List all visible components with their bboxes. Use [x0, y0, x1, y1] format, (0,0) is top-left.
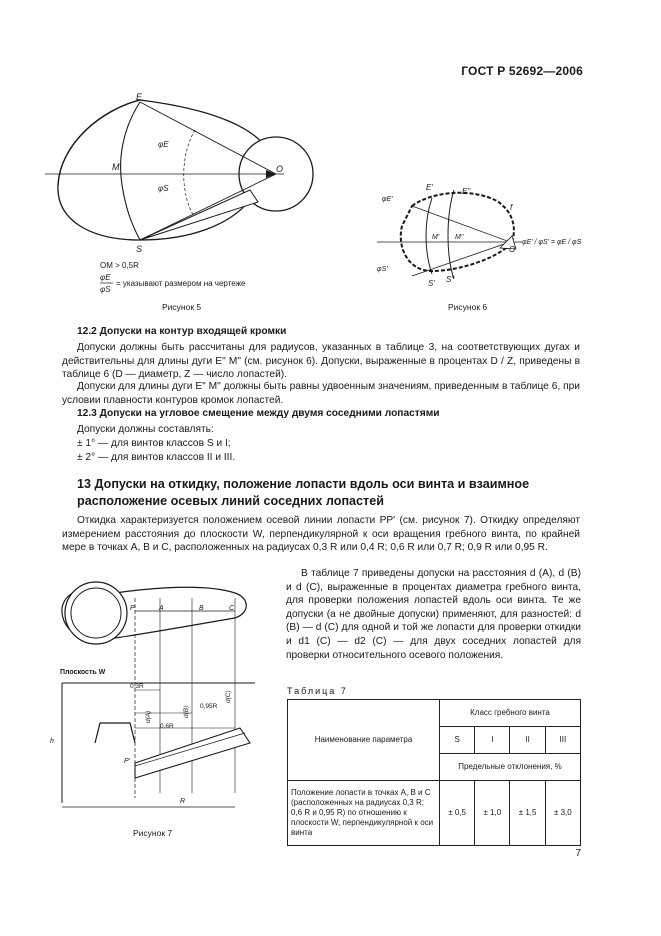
section-12-3-title: 12.3 Допуски на угловое смещение между двумя соседними лопастями — [77, 408, 440, 419]
label-m1: M' — [432, 234, 440, 241]
arc-ems — [121, 102, 140, 240]
label-phi-e1: φE' — [382, 196, 393, 203]
label-m2: M" — [455, 234, 464, 241]
section-12-2-p1: Допуски должны быть рассчитаны для радиусов, указанных в таблице 3, на соответствующих дугах и действительны для длины дуги E" M" (см. рисунок 6). Допуски, выраженные в процентах D / Z, приведены в таблице 6 (D — диаметр, Z — число лопастей). — [62, 342, 580, 381]
label-e1: E' — [426, 183, 433, 192]
section-13-p1: Откидка характеризуется положением осевой линии лопасти PP' (см. рисунок 7). Откидку определяют измерением расстояния до плоскости W, перпендикулярной к оси вращения гребного винта, по крайней мере в точках A, B и C, расположенных на радиусах 0,3 R или 0,4 R; 0,6 R или 0,7 R; 0,9 R или 0,95 R. — [62, 515, 580, 554]
label-p: P — [130, 605, 135, 612]
label-phi-s1: φS' — [377, 266, 388, 273]
figure-6 — [372, 176, 582, 296]
standard-header: ГОСТ Р 52692—2006 — [461, 64, 583, 78]
section-12-3-p3: ± 2° — для винтов классов II и III. — [77, 452, 236, 463]
label-e2: E" — [462, 187, 471, 196]
note-frac-top: φE — [100, 273, 111, 282]
label-b: B — [199, 605, 204, 612]
label-plane-w: Плоскость W — [60, 669, 106, 676]
blade-outline — [58, 100, 269, 240]
label-db: d(B) — [183, 705, 190, 718]
class-header: Класс гребного винта — [440, 700, 581, 727]
table-7-caption: Таблица 7 — [287, 686, 348, 696]
label-da: d(A) — [145, 710, 152, 723]
figure-5-caption: Рисунок 5 — [162, 302, 202, 312]
label-r06: 0,6R — [160, 723, 174, 730]
value-ii: ± 1,5 — [510, 781, 545, 846]
table-7 — [287, 699, 581, 846]
class-ii: II — [510, 727, 545, 754]
label-s1: S' — [428, 279, 435, 288]
note-om: OM > 0,5R — [100, 261, 139, 270]
section-13-title: 13 Допуски на откидку, положение лопасти вдоль оси винта и взаимное расположение осевых линий соседних лопастей — [77, 477, 530, 508]
formula: φE' / φS' = φE / φS — [522, 239, 582, 246]
label-a: A — [159, 605, 164, 612]
section-13-p2: В таблице 7 приведены допуски на расстояния d (A), d (B) и d (C), выраженные в процентах диаметра гребного винта, для проверки положения лопастей вдоль оси винта. Те же допуски (а не двойные допуски) применяют, для разностей: d (B) — d (C) для одной и той же лопасти для проверки откидки и d1 (C) — d2 (C) — для двух соседних лопастей для проверки относительного осевого положения. — [286, 568, 581, 661]
label-p1: P' — [124, 758, 131, 765]
note-frac-bot: φS — [100, 285, 111, 294]
value-iii: ± 3,0 — [545, 781, 580, 846]
label-e: E — [136, 92, 143, 102]
label-r095: 0,95R — [200, 703, 218, 710]
label-s: S — [136, 244, 143, 254]
label-r: R — [180, 798, 186, 805]
label-r03: 0,3R — [130, 683, 144, 690]
figure-7 — [40, 578, 275, 818]
param-header: Наименование параметра — [288, 700, 440, 781]
section-12-2-title: 12.2 Допуски на контур входящей кромки — [77, 326, 287, 337]
label-phi-e: φE — [158, 140, 169, 149]
label-c: C — [229, 605, 235, 612]
section-12-3-p2: ± 1° — для винтов классов S и I; — [77, 438, 231, 449]
label-h: h — [50, 738, 54, 745]
figure-6-caption: Рисунок 6 — [448, 302, 488, 312]
value-s: ± 0,5 — [440, 781, 475, 846]
section-12-2-p2: Допуски для длины дуги E" M" должны быть равны удвоенным значениям, приведенным в таблице 6, при условии плавности контуров кромок лопастей. — [62, 381, 580, 406]
note-text: = указывают размером на чертеже — [116, 279, 246, 288]
label-phi-s: φS — [158, 184, 169, 193]
label-o6: O — [509, 245, 516, 254]
label-f: f — [510, 203, 513, 212]
class-i: I — [475, 727, 510, 754]
figure-5 — [40, 90, 330, 320]
value-i: ± 1,0 — [475, 781, 510, 846]
deviation-header: Предельные отклонения, % — [440, 754, 581, 781]
class-s: S — [440, 727, 475, 754]
label-dc: d(C) — [225, 690, 232, 703]
class-iii: III — [545, 727, 580, 754]
row-label: Положение лопасти в точках A, B и C (расположенных на радиусах 0,3 R; 0,6 R и 0,95 R) по отношению к плоскости W, перпендикулярной к оси винта — [288, 781, 440, 846]
section-12-3-p1: Допуски должны составлять: — [77, 424, 214, 435]
label-o: O — [276, 164, 284, 174]
label-s2: S" — [446, 275, 455, 284]
label-m: M — [112, 162, 120, 172]
page-number: 7 — [575, 848, 581, 859]
figure-7-caption: Рисунок 7 — [133, 828, 173, 838]
